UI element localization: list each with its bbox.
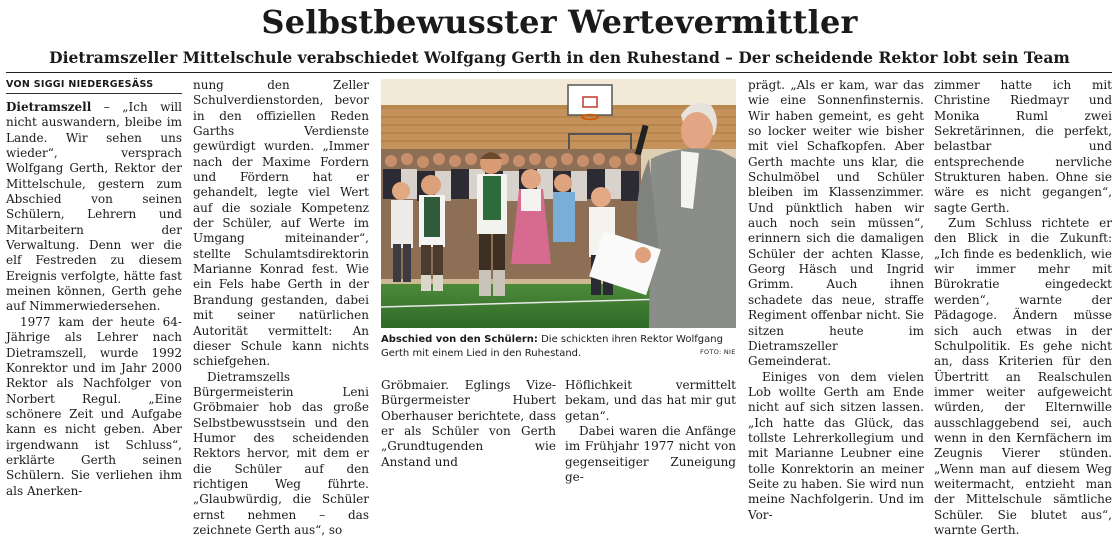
photo-credit: FOTO: NIE (700, 348, 736, 356)
column-1 (6, 78, 182, 498)
paragraph (6, 100, 182, 315)
paragraph: Einiges von dem vielen Lob wollte Gerth am Ende nicht auf sich sitzen lassen. „Ich hatte das Glück, das tollste Lehrerkollegium und mit Marianne Leubner eine tolle Konrektorin an meiner Seite zu haben. Sie wird nun meine Nachfolgerin. Und im Vor- (748, 369, 924, 522)
caption-lead: Abschied von den Schülern: (381, 334, 538, 345)
paragraph: zimmer hatte ich mit Christine Riedmayr und Monika Ruml zwei Sekretärinnen, die perfekt, belastbar und entsprechende nervliche Strukturen haben. Ohne sie wäre es nicht gegangen“, sagte Gerth. (934, 78, 1112, 215)
paragraph: Höflichkeit vermittelt bekam, und das hat mir gut getan“. (565, 378, 736, 423)
paragraph: Dietramszells Bürgermeisterin Leni Gröbmaier hob das große Selbstbewusstsein und den Humor des scheidenden Rektors hervor, mit dem er die Schüler auf den richtigen Weg führte. „Glaubwürdig, die Schüler ernst nehmen – das zeichnete Gerth aus“, so (193, 369, 369, 537)
top-rule (6, 72, 1112, 73)
column-2 (193, 78, 369, 537)
paragraph: Zum Schluss richtete er den Blick in die Zukunft: „Ich finde es bedenklich, wie wir immer mehr mit Bürokratie eingedeckt werden“, warnte der Pädagoge. Ändern müsse sich auch etwas in der Schulpolitik. Es gehe nicht an, dass Kriterien für den Übertritt an Realschulen immer weiter aufgeweicht würden, der Elternwille ausschlaggebend sei, auch wenn in den Kernfächern im Zeugnis Vierer stünden. „Wenn man auf diesem Weg weitermacht, entzieht man der Mittelschule sämtliche Schüler. Sie blutet aus“, warnte Gerth. (934, 216, 1112, 537)
photo-school-gym-farewell (381, 79, 736, 328)
column-5 (748, 78, 924, 522)
column-6 (934, 78, 1112, 537)
photo-caption (381, 333, 736, 361)
paragraph: Dabei waren die Anfänge im Frühjahr 1977 nicht von gegenseitiger Zuneigung ge- (565, 424, 736, 485)
dateline: Dietramszell (6, 100, 92, 114)
caption-text: Die schickten ihren Rektor Wolfgang Gerth mit einem Lied in den Ruhestand. (381, 334, 723, 359)
paragraph: prägt. „Als er kam, war das wie eine Sonnenfinsternis. Wir haben gemeint, es geht so locker weiter wie bisher mit viel Schafkopfen. Aber Gerth machte uns klar, die Schulmöbel und Schüler bleiben im Klassenzimmer. Und pünktlich haben wir auch noch sein müssen“, erinnern sich die damaligen Schüler der achten Klasse, Georg Häsch und Ingrid Grimm. Auch ihnen schadete das neue, straffe Regiment offenbar nicht. Sie sitzen heute im Dietramszeller Gemeinderat. (748, 78, 924, 369)
article-photo (381, 79, 736, 328)
subheadline: Dietramszeller Mittelschule verabschiedet Wolfgang Gerth in den Ruhestand – Der scheidende Rektor lobt sein Team (49, 48, 1070, 67)
paragraph: nung den Zeller Schulverdienstorden, bevor in den offiziellen Reden Garths Verdienste gewürdigt wurden. „Immer nach der Maxime Fordern und Fördern hat er gehandelt, legte viel Wert auf die soziale Kompetenz der Schüler, auf Werte im Umgang miteinander“, stellte Schulamtsdirektorin Marianne Konrad fest. Wie ein Fels habe Gerth in der Brandung gestanden, dabei mit seiner natürlichen Autorität vermittelt: An dieser Schule kann nichts schiefgehen. (193, 78, 369, 369)
headline: Selbstbewusster Wertevermittler (261, 3, 858, 41)
paragraph: Gröbmaier. Eglings Vize-Bürgermeister Hubert Oberhauser berichtete, dass er als Schüler von Gerth „Grundtugenden wie Anstand und (381, 378, 556, 469)
paragraph: 1977 kam der heute 64-Jährige als Lehrer nach Dietramszell, wurde 1992 Konrektor und im Jahr 2000 Rektor als Nachfolger von Norbert Regul. „Eine schönere Zeit und Aufgabe kann es nicht geben. Aber irgendwann ist Schluss“, erklärte Gerth seinen Schülern. Sie verliehen ihm als Anerken- (6, 314, 182, 498)
paragraph-text: – „Ich will nicht auswandern, bleibe im Lande. Wir sehen uns wieder“, versprach Wolfgang Gerth, Rektor der Mittelschule, gestern zum Abschied von seinen Schülern, Lehrern und Mitarbeitern der Verwaltung. Denn wer die elf Festreden zu diesem Ereignis verfolgte, hätte fast meinen können, Gerth gehe auf Nimmerwiedersehen. (6, 100, 182, 314)
column-4-bottom (565, 378, 736, 485)
byline: VON SIGGI NIEDERGESÄSS (6, 78, 182, 94)
column-3-bottom (381, 378, 556, 469)
